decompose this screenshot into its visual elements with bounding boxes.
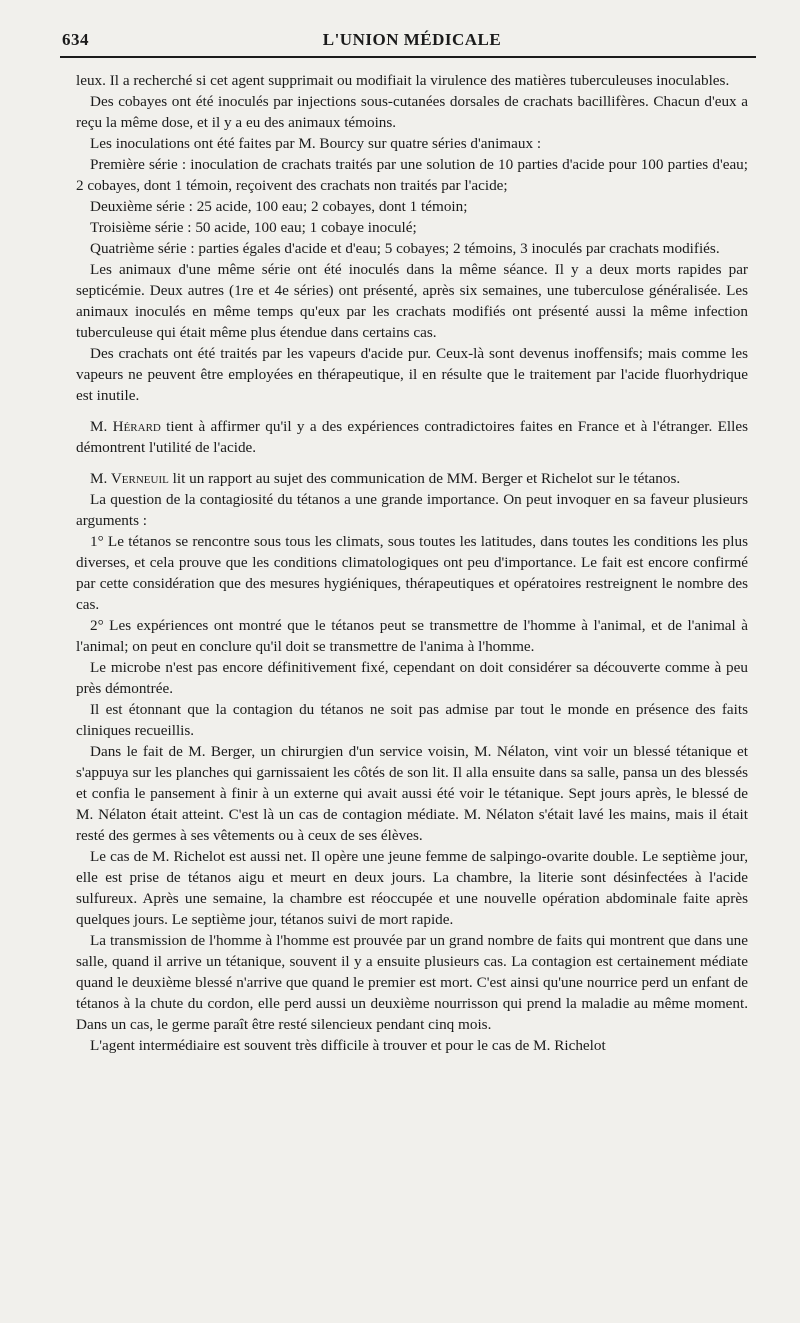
speaker-paragraph (76, 416, 748, 458)
paragraph: leux. Il a recherché si cet agent supprimait ou modifiait la virulence des matières tuberculeuses inoculables. (76, 72, 730, 89)
paragraph: Quatrième série : parties égales d'acide et d'eau; 5 cobayes; 2 témoins, 3 inoculés par crachats modifiés. (90, 240, 720, 257)
paragraph: 1° Le tétanos se rencontre sous tous les climats, sous toutes les latitudes, dans toutes les conditions les plus diverses, et cela prouve que les conditions climatologiques ont peu d'importance. Le fait est encore confirmé par cette considération que des mesures hygiéniques, thérapeutiques et opératoires restreignent le nombre des cas. (76, 533, 748, 613)
paragraph: 2° Les expériences ont montré que le tétanos peut se transmettre de l'homme à l'animal, et de l'animal à l'animal; on peut en conclure qu'il doit se transmettre de l'anima à l'homme. (76, 617, 748, 655)
speaker-name: M. Hérard (90, 418, 161, 435)
paragraph: Le cas de M. Richelot est aussi net. Il opère une jeune femme de salpingo-ovarite double. Le septième jour, elle est prise de tétanos aigu et meurt en deux jours. La chambre, la literie sont désinfectées à l'acide sulfureux. Après une semaine, la chambre est réoccupée et une nouvelle opération abdominale faite après quelques jours. Le septième jour, tétanos suivi de mort rapide. (76, 848, 748, 928)
paragraph: Les animaux d'une même série ont été inoculés dans la même séance. Il y a deux morts rapides par septicémie. Deux autres (1re et 4e séries) ont présenté, après six semaines, une tuberculose généralisée. Les animaux inoculés en même temps qu'eux par les crachats modifiés ont présenté aussi la même infection tuberculeuse qui était même plus étendue dans certains cas. (76, 261, 748, 341)
paragraph: Des cobayes ont été inoculés par injections sous-cutanées dorsales de crachats bacillifères. Chacun d'eux a reçu la même dose, et il y a eu des animaux témoins. (76, 93, 748, 131)
paragraph: La question de la contagiosité du tétanos a une grande importance. On peut invoquer en sa faveur plusieurs arguments : (76, 491, 748, 529)
journal-title: L'UNION MÉDICALE (322, 30, 502, 49)
article-body (76, 70, 748, 1056)
paragraph: Première série : inoculation de crachats traités par une solution de 10 parties d'acide pour 100 parties d'eau; 2 cobayes, dont 1 témoin, reçoivent des crachats non traités par l'acide; (76, 156, 748, 194)
running-head (62, 22, 748, 56)
paragraph: La transmission de l'homme à l'homme est prouvée par un grand nombre de faits qui montrent que dans une salle, quand il arrive un tétanique, souvent il y a ensuite plusieurs cas. La contagion est certainement médiate quand le deuxième blessé n'arrive que quand le premier est mort. C'est ainsi qu'une nourrice perd un enfant de tétanos à la chute du cordon, elle perd aussi un deuxième nourrisson qui prend la maladie au même moment. Dans un cas, le germe paraît être resté silencieux pendant cinq mois. (76, 932, 748, 1033)
speaker-text: tient à affirmer qu'il y a des expériences contradictoires faites en France et à l'étranger. Elles démontrent l'utilité de l'acide. (76, 418, 748, 456)
paragraph: L'agent intermédiaire est souvent très difficile à trouver et pour le cas de M. Richelot (90, 1037, 606, 1054)
header-rule (60, 56, 756, 58)
paragraph: Troisième série : 50 acide, 100 eau; 1 cobaye inoculé; (90, 219, 417, 236)
paragraph: Il est étonnant que la contagion du tétanos ne soit pas admise par tout le monde en présence des faits cliniques recueillis. (76, 701, 748, 739)
speaker-paragraph (76, 468, 748, 489)
page-number: 634 (62, 30, 89, 49)
paragraph: Dans le fait de M. Berger, un chirurgien d'un service voisin, M. Nélaton, vint voir un blessé tétanique et s'appuya sur les planches qui garnissaient les côtés de son lit. Il alla ensuite dans sa salle, pansa un des blessés et confia le pansement à finir à un externe qui avait aussi été voir le tétanique. Sept jours après, le blessé de M. Nélaton était atteint. C'est là un cas de contagion médiate. M. Nélaton s'était lavé les mains, mais il était resté des germes à ses vêtements ou à ceux de ses élèves. (76, 743, 748, 844)
speaker-text: lit un rapport au sujet des communication de MM. Berger et Richelot sur le tétanos. (168, 470, 681, 487)
speaker-name: M. Verneuil (90, 470, 169, 487)
paragraph: Des crachats ont été traités par les vapeurs d'acide pur. Ceux-là sont devenus inoffensifs; mais comme les vapeurs ne peuvent être employées en thérapeutique, il en résulte que le traitement par l'acide fluorhydrique est inutile. (76, 345, 748, 404)
paragraph: Deuxième série : 25 acide, 100 eau; 2 cobayes, dont 1 témoin; (90, 198, 468, 215)
paragraph: Les inoculations ont été faites par M. Bourcy sur quatre séries d'animaux : (90, 135, 542, 152)
paragraph: Le microbe n'est pas encore définitivement fixé, cependant on doit considérer sa découverte comme à peu près démontrée. (76, 659, 748, 697)
